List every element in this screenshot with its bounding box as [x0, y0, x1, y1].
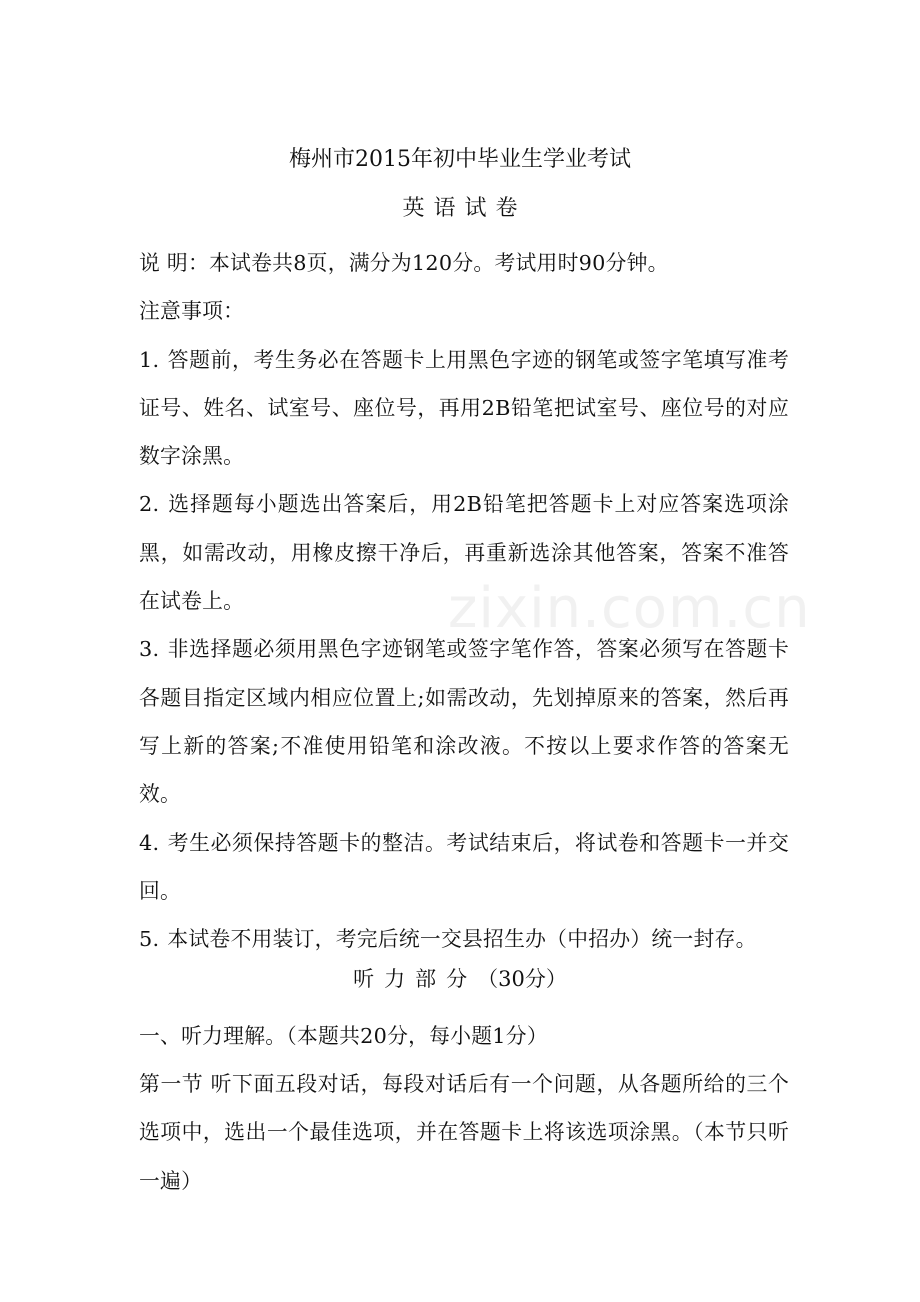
- exam-title: 梅州市2015年初中毕业生学业考试: [289, 147, 631, 172]
- listening-section-one: 第一节 听下面五段对话，每段对话后有一个问题，从各题所给的三个选项中，选出一个最佳选项，并在答题卡上将该选项涂黑。（本节只听一遍）: [139, 1072, 789, 1193]
- listening-heading: [0, 964, 920, 994]
- instruction-number: 1.: [139, 347, 160, 372]
- listening-part-one: 一、听力理解。（本题共20分，每小题1分）: [139, 1023, 548, 1048]
- listening-heading-text: 听力部分: [353, 967, 478, 991]
- instruction-text: 答题前，考生务必在答题卡上用黑色字迹的钢笔或签字笔填写准考证号、姓名、试室号、座位号，再用2B铅笔把试室号、座位号的对应数字涂黑。: [139, 347, 789, 469]
- listening-heading-points: （30分）: [477, 967, 567, 991]
- instruction-number: 3.: [139, 637, 160, 662]
- instruction-item: [139, 480, 789, 625]
- instruction-number: 4.: [139, 830, 160, 855]
- instruction-text: 选择题每小题选出答案后，用2B铅笔把答题卡上对应答案选项涂黑，如需改动，用橡皮擦干净后，再重新选涂其他答案，答案不准答在试卷上。: [139, 492, 789, 614]
- instruction-text: 本试卷不用装订，考完后统一交县招生办（中招办）统一封存。: [167, 927, 757, 952]
- exam-note: 说 明：本试卷共8页，满分为120分。考试用时90分钟。: [139, 251, 669, 275]
- instruction-item: [139, 625, 789, 818]
- attention-heading: 注意事项：: [139, 299, 245, 324]
- instruction-number: 2.: [139, 492, 160, 517]
- instruction-item: [139, 819, 789, 916]
- instruction-number: 5.: [139, 927, 160, 952]
- instruction-text: 考生必须保持答题卡的整洁。考试结束后，将试卷和答题卡一并交回。: [139, 830, 789, 903]
- instructions-body: [139, 239, 789, 1205]
- exam-subtitle: 英语试卷: [402, 196, 527, 221]
- instruction-item: [139, 915, 789, 963]
- instruction-item: [139, 336, 789, 481]
- instruction-text: 非选择题必须用黑色字迹钢笔或签字笔作答，答案必须写在答题卡各题目指定区域内相应位置上;如需改动，先划掉原来的答案，然后再写上新的答案;不准使用铅笔和涂改液。不按以上要求作答的答案无效。: [139, 637, 789, 807]
- watermark: zixin.com.cn: [448, 576, 811, 641]
